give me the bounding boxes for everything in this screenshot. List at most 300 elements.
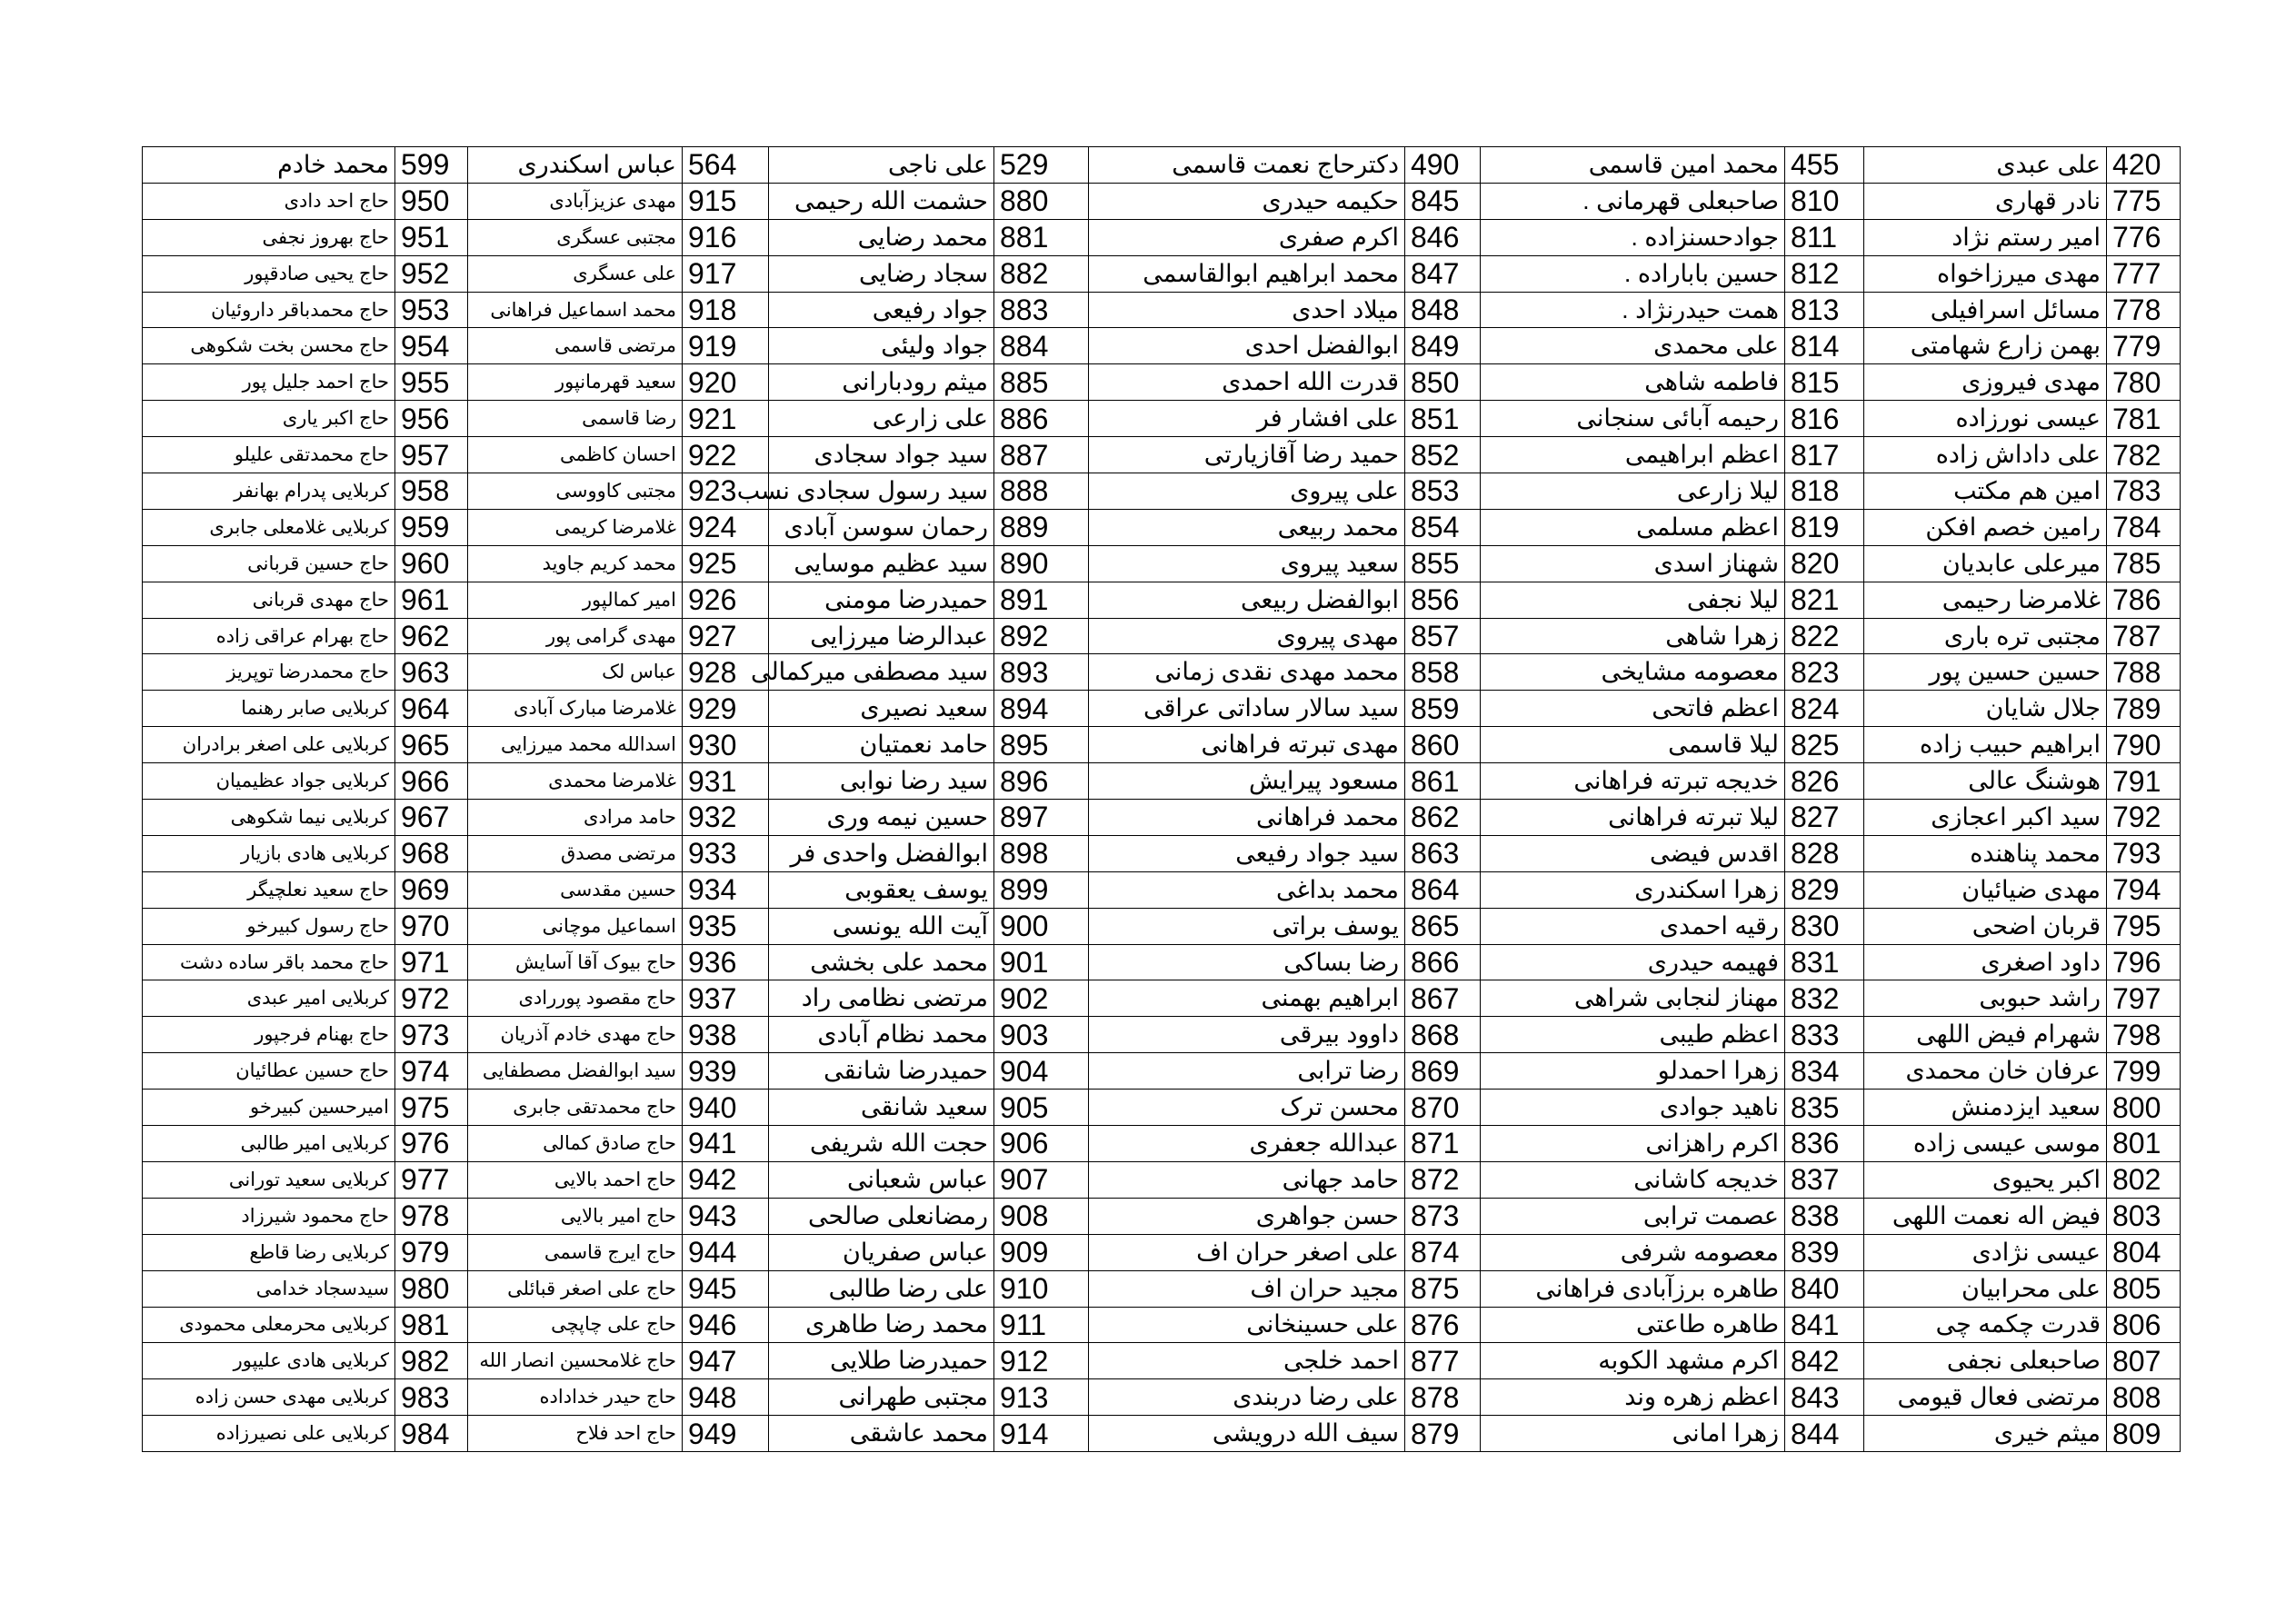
row-number-cell: 788 [2107, 654, 2181, 691]
row-number-cell: 876 [1405, 1307, 1481, 1343]
person-name-cell: میثم رودبارانی [769, 364, 994, 401]
person-name-cell: حامد جهانی [1089, 1161, 1405, 1198]
person-name-cell: کربلایی غلامعلی جابری [143, 509, 395, 545]
row-number-cell: 893 [994, 654, 1089, 691]
row-number-cell: 847 [1405, 255, 1481, 292]
person-name-cell: داوود بیرقی [1089, 1017, 1405, 1053]
person-name-cell: غلامرضا مبارک آبادی [468, 691, 683, 727]
row-number-cell: 935 [683, 908, 769, 944]
row-number-cell: 887 [994, 437, 1089, 473]
person-name-cell: حاج غلامحسین انصار الله [468, 1343, 683, 1379]
row-number-cell: 896 [994, 763, 1089, 800]
person-name-cell: مهدی عزیزآبادی [468, 183, 683, 219]
row-number-cell: 842 [1785, 1343, 1864, 1379]
person-name-cell: مجید حران اف [1089, 1270, 1405, 1307]
table-row [143, 1017, 2181, 1053]
person-name-cell: میرعلی عابدیان [1864, 545, 2107, 582]
person-name-cell: عباس اسکندری [468, 147, 683, 184]
row-number-cell: 881 [994, 219, 1089, 255]
person-name-cell: حسین حسین پور [1864, 654, 2107, 691]
person-name-cell: کربلایی نیما شکوهی [143, 800, 395, 836]
row-number-cell: 905 [994, 1090, 1089, 1126]
person-name-cell: سعید پیروی [1089, 545, 1405, 582]
person-name-cell: یوسف براتی [1089, 908, 1405, 944]
person-name-cell: رحیمه آبائی سنجانی [1481, 401, 1785, 437]
person-name-cell: بهمن زارع شهامتی [1864, 328, 2107, 364]
person-name-cell: محسن ترک [1089, 1090, 1405, 1126]
person-name-cell: قدرت الله احمدی [1089, 364, 1405, 401]
row-number-cell: 978 [395, 1198, 468, 1234]
row-number-cell: 827 [1785, 800, 1864, 836]
person-name-cell: سید جواد سجادی [769, 437, 994, 473]
table-row [143, 908, 2181, 944]
person-name-cell: صاحبعلی قهرمانی . [1481, 183, 1785, 219]
person-name-cell: لیلا زارعی [1481, 473, 1785, 510]
row-number-cell: 884 [994, 328, 1089, 364]
person-name-cell: لیلا قاسمی [1481, 727, 1785, 763]
row-number-cell: 784 [2107, 509, 2181, 545]
table-row [143, 545, 2181, 582]
person-name-cell: معصومه مشایخی [1481, 654, 1785, 691]
row-number-cell: 825 [1785, 727, 1864, 763]
row-number-cell: 913 [994, 1379, 1089, 1416]
person-name-cell: جواد رفیعی [769, 292, 994, 328]
person-name-cell: حسین نیمه وری [769, 800, 994, 836]
row-number-cell: 973 [395, 1017, 468, 1053]
person-name-cell: رحمان سوسن آبادی [769, 509, 994, 545]
person-name-cell: حاج محسن بخت شکوهی [143, 328, 395, 364]
person-name-cell: سعید ایزدمنش [1864, 1090, 2107, 1126]
row-number-cell: 931 [683, 763, 769, 800]
row-number-cell: 891 [994, 582, 1089, 618]
person-name-cell: حاج محمود شیرزاد [143, 1198, 395, 1234]
row-number-cell: 850 [1405, 364, 1481, 401]
person-name-cell: مجتبی تره باری [1864, 618, 2107, 654]
person-name-cell: هوشنگ عالی [1864, 763, 2107, 800]
row-number-cell: 912 [994, 1343, 1089, 1379]
row-number-cell: 833 [1785, 1017, 1864, 1053]
row-number-cell: 868 [1405, 1017, 1481, 1053]
row-number-cell: 851 [1405, 401, 1481, 437]
person-name-cell: اکرم راهزانی [1481, 1126, 1785, 1162]
row-number-cell: 927 [683, 618, 769, 654]
row-number-cell: 791 [2107, 763, 2181, 800]
row-number-cell: 954 [395, 328, 468, 364]
person-name-cell: حاج بهروز نجفی [143, 219, 395, 255]
table-body [143, 147, 2181, 1452]
row-number-cell: 959 [395, 509, 468, 545]
row-number-cell: 950 [395, 183, 468, 219]
row-number-cell: 776 [2107, 219, 2181, 255]
person-name-cell: امیرحسین کبیرخو [143, 1090, 395, 1126]
person-name-cell: احمد خلجی [1089, 1343, 1405, 1379]
person-name-cell: اعظم طیبی [1481, 1017, 1785, 1053]
person-name-cell: مرتضی نظامی راد [769, 980, 994, 1017]
person-name-cell: لیلا نجفی [1481, 582, 1785, 618]
person-name-cell: صاحبعلی نجفی [1864, 1343, 2107, 1379]
person-name-cell: کربلایی صابر رهنما [143, 691, 395, 727]
person-name-cell: حسن جواهری [1089, 1198, 1405, 1234]
person-name-cell: نادر قهاری [1864, 183, 2107, 219]
person-name-cell: علی اصغر حران اف [1089, 1234, 1405, 1270]
person-name-cell: اعظم زهره وند [1481, 1379, 1785, 1416]
person-name-cell: کربلایی هادی علیپور [143, 1343, 395, 1379]
person-name-cell: سعید نصیری [769, 691, 994, 727]
row-number-cell: 941 [683, 1126, 769, 1162]
person-name-cell: زهرا امانی [1481, 1416, 1785, 1452]
row-number-cell: 946 [683, 1307, 769, 1343]
table-row [143, 147, 2181, 184]
row-number-cell: 980 [395, 1270, 468, 1307]
person-name-cell: شهناز اسدی [1481, 545, 1785, 582]
person-name-cell: ابوالفضل ربیعی [1089, 582, 1405, 618]
row-number-cell: 796 [2107, 944, 2181, 980]
person-name-cell: موسی عیسی زاده [1864, 1126, 2107, 1162]
row-number-cell: 914 [994, 1416, 1089, 1452]
row-number-cell: 832 [1785, 980, 1864, 1017]
person-name-cell: حامد مرادی [468, 800, 683, 836]
row-number-cell: 786 [2107, 582, 2181, 618]
person-name-cell: حکیمه حیدری [1089, 183, 1405, 219]
row-number-cell: 821 [1785, 582, 1864, 618]
person-name-cell: غلامرضا کریمی [468, 509, 683, 545]
row-number-cell: 968 [395, 835, 468, 871]
row-number-cell: 855 [1405, 545, 1481, 582]
person-name-cell: سجاد رضایی [769, 255, 994, 292]
row-number-cell: 794 [2107, 871, 2181, 908]
person-name-cell: احسان کاظمی [468, 437, 683, 473]
row-number-cell: 878 [1405, 1379, 1481, 1416]
person-name-cell: اکرم مشهد الکوبه [1481, 1343, 1785, 1379]
person-name-cell: حمیدرضا طلایی [769, 1343, 994, 1379]
person-name-cell: حسین مقدسی [468, 871, 683, 908]
table-row [143, 800, 2181, 836]
row-number-cell: 929 [683, 691, 769, 727]
row-number-cell: 814 [1785, 328, 1864, 364]
row-number-cell: 803 [2107, 1198, 2181, 1234]
row-number-cell: 895 [994, 727, 1089, 763]
person-name-cell: مجتبی کاووسی [468, 473, 683, 510]
row-number-cell: 877 [1405, 1343, 1481, 1379]
person-name-cell: سیدسجاد خدامی [143, 1270, 395, 1307]
person-name-cell: سعید قهرمانپور [468, 364, 683, 401]
person-name-cell: حاج حسین عطائیان [143, 1053, 395, 1090]
row-number-cell: 911 [994, 1307, 1089, 1343]
table-row [143, 1090, 2181, 1126]
person-name-cell: رامین خصم افکن [1864, 509, 2107, 545]
person-name-cell: قدرت چکمه چی [1864, 1307, 2107, 1343]
person-name-cell: کربلایی محرمعلی محمودی [143, 1307, 395, 1343]
person-name-cell: حاج بهنام فرجپور [143, 1017, 395, 1053]
row-number-cell: 816 [1785, 401, 1864, 437]
row-number-cell: 810 [1785, 183, 1864, 219]
person-name-cell: کربلایی رضا قاطع [143, 1234, 395, 1270]
row-number-cell: 921 [683, 401, 769, 437]
row-number-cell: 812 [1785, 255, 1864, 292]
table-row [143, 292, 2181, 328]
row-number-cell: 858 [1405, 654, 1481, 691]
person-name-cell: محمد خادم [143, 147, 395, 184]
row-number-cell: 919 [683, 328, 769, 364]
row-number-cell: 885 [994, 364, 1089, 401]
person-name-cell: سید عظیم موسایی [769, 545, 994, 582]
table-row [143, 1416, 2181, 1452]
row-number-cell: 875 [1405, 1270, 1481, 1307]
row-number-cell: 870 [1405, 1090, 1481, 1126]
person-name-cell: محمد مهدی نقدی زمانی [1089, 654, 1405, 691]
person-name-cell: حاج محمدتقی جابری [468, 1090, 683, 1126]
row-number-cell: 813 [1785, 292, 1864, 328]
table-row [143, 871, 2181, 908]
row-number-cell: 853 [1405, 473, 1481, 510]
person-name-cell: عباس شعبانی [769, 1161, 994, 1198]
row-number-cell: 977 [395, 1161, 468, 1198]
row-number-cell: 945 [683, 1270, 769, 1307]
row-number-cell: 792 [2107, 800, 2181, 836]
person-name-cell: مهدی تبرته فراهانی [1089, 727, 1405, 763]
person-name-cell: حمیدرضا مومنی [769, 582, 994, 618]
person-name-cell: حاج علی چاپچی [468, 1307, 683, 1343]
person-name-cell: مجتبی طهرانی [769, 1379, 994, 1416]
row-number-cell: 831 [1785, 944, 1864, 980]
person-name-cell: مهناز لنجابی شراهی [1481, 980, 1785, 1017]
row-number-cell: 948 [683, 1379, 769, 1416]
table-row [143, 727, 2181, 763]
table-row [143, 654, 2181, 691]
row-number-cell: 898 [994, 835, 1089, 871]
row-number-cell: 529 [994, 147, 1089, 184]
row-number-cell: 824 [1785, 691, 1864, 727]
row-number-cell: 845 [1405, 183, 1481, 219]
person-name-cell: محمد رضا طاهری [769, 1307, 994, 1343]
person-name-cell: حاج بهرام عراقی زاده [143, 618, 395, 654]
person-name-cell: امیر کمالپور [468, 582, 683, 618]
row-number-cell: 799 [2107, 1053, 2181, 1090]
person-name-cell: علی رضا دربندی [1089, 1379, 1405, 1416]
person-name-cell: عرفان خان محمدی [1864, 1053, 2107, 1090]
person-name-cell: سیف الله درویشی [1089, 1416, 1405, 1452]
person-name-cell: زهرا احمدلو [1481, 1053, 1785, 1090]
row-number-cell: 894 [994, 691, 1089, 727]
row-number-cell: 856 [1405, 582, 1481, 618]
table-row [143, 582, 2181, 618]
person-name-cell: حاج مهدی خادم آذریان [468, 1017, 683, 1053]
person-name-cell: حاج محمدتقی علیلو [143, 437, 395, 473]
table-row [143, 1198, 2181, 1234]
row-number-cell: 934 [683, 871, 769, 908]
person-name-cell: داود اصغری [1864, 944, 2107, 980]
person-name-cell: محمد عاشقی [769, 1416, 994, 1452]
table-row [143, 364, 2181, 401]
person-name-cell: یوسف یعقوبی [769, 871, 994, 908]
row-number-cell: 864 [1405, 871, 1481, 908]
row-number-cell: 834 [1785, 1053, 1864, 1090]
person-name-cell: غلامرضا رحیمی [1864, 582, 2107, 618]
row-number-cell: 917 [683, 255, 769, 292]
person-name-cell: کربلایی پدرام بهانفر [143, 473, 395, 510]
person-name-cell: ناهید جوادی [1481, 1090, 1785, 1126]
row-number-cell: 957 [395, 437, 468, 473]
person-name-cell: محمد اسماعیل فراهانی [468, 292, 683, 328]
table-row [143, 328, 2181, 364]
row-number-cell: 982 [395, 1343, 468, 1379]
row-number-cell: 871 [1405, 1126, 1481, 1162]
person-name-cell: رضا بساکی [1089, 944, 1405, 980]
row-number-cell: 961 [395, 582, 468, 618]
person-name-cell: کربلایی علی اصغر برادران [143, 727, 395, 763]
row-number-cell: 797 [2107, 980, 2181, 1017]
person-name-cell: محمد علی بخشی [769, 944, 994, 980]
person-name-cell: اعظم ابراهیمی [1481, 437, 1785, 473]
row-number-cell: 908 [994, 1198, 1089, 1234]
person-name-cell: اکرم صفری [1089, 219, 1405, 255]
row-number-cell: 918 [683, 292, 769, 328]
row-number-cell: 879 [1405, 1416, 1481, 1452]
row-number-cell: 820 [1785, 545, 1864, 582]
row-number-cell: 867 [1405, 980, 1481, 1017]
person-name-cell: حاج مقصود پوررادی [468, 980, 683, 1017]
row-number-cell: 936 [683, 944, 769, 980]
row-number-cell: 976 [395, 1126, 468, 1162]
table-row [143, 1343, 2181, 1379]
row-number-cell: 860 [1405, 727, 1481, 763]
row-number-cell: 789 [2107, 691, 2181, 727]
table-row [143, 183, 2181, 219]
table-row [143, 1379, 2181, 1416]
person-name-cell: همت حیدرنژاد . [1481, 292, 1785, 328]
person-name-cell: حاج مهدی قربانی [143, 582, 395, 618]
row-number-cell: 857 [1405, 618, 1481, 654]
person-name-cell: حمیدرضا شانقی [769, 1053, 994, 1090]
row-number-cell: 933 [683, 835, 769, 871]
row-number-cell: 564 [683, 147, 769, 184]
row-number-cell: 817 [1785, 437, 1864, 473]
person-name-cell: علی ناجی [769, 147, 994, 184]
person-name-cell: سید سالار ساداتی عراقی [1089, 691, 1405, 727]
row-number-cell: 951 [395, 219, 468, 255]
row-number-cell: 984 [395, 1416, 468, 1452]
row-number-cell: 944 [683, 1234, 769, 1270]
person-name-cell: رقیه احمدی [1481, 908, 1785, 944]
row-number-cell: 932 [683, 800, 769, 836]
row-number-cell: 783 [2107, 473, 2181, 510]
row-number-cell: 949 [683, 1416, 769, 1452]
person-name-cell: رمضانعلی صالحی [769, 1198, 994, 1234]
row-number-cell: 848 [1405, 292, 1481, 328]
row-number-cell: 969 [395, 871, 468, 908]
person-name-cell: دکترحاج نعمت قاسمی [1089, 147, 1405, 184]
person-name-cell: امیر رستم نژاد [1864, 219, 2107, 255]
row-number-cell: 781 [2107, 401, 2181, 437]
row-number-cell: 849 [1405, 328, 1481, 364]
row-number-cell: 947 [683, 1343, 769, 1379]
person-name-cell: ابراهیم بهمنی [1089, 980, 1405, 1017]
row-number-cell: 844 [1785, 1416, 1864, 1452]
row-number-cell: 940 [683, 1090, 769, 1126]
row-number-cell: 981 [395, 1307, 468, 1343]
person-name-cell: علی حسینخانی [1089, 1307, 1405, 1343]
table-row [143, 618, 2181, 654]
row-number-cell: 972 [395, 980, 468, 1017]
person-name-cell: راشد حبوبی [1864, 980, 2107, 1017]
row-number-cell: 872 [1405, 1161, 1481, 1198]
person-name-cell: کربلایی امیر عبدی [143, 980, 395, 1017]
person-name-cell: اعظم فاتحی [1481, 691, 1785, 727]
row-number-cell: 958 [395, 473, 468, 510]
person-name-cell: سید ابوالفضل مصطفایی [468, 1053, 683, 1090]
person-name-cell: حمید رضا آقازیارتی [1089, 437, 1405, 473]
person-name-cell: غلامرضا محمدی [468, 763, 683, 800]
person-name-cell: جوادحسنزاده . [1481, 219, 1785, 255]
row-number-cell: 970 [395, 908, 468, 944]
row-number-cell: 841 [1785, 1307, 1864, 1343]
person-name-cell: خدیجه کاشانی [1481, 1161, 1785, 1198]
table-row [143, 980, 2181, 1017]
row-number-cell: 826 [1785, 763, 1864, 800]
person-name-cell: مهدی پیروی [1089, 618, 1405, 654]
person-name-cell: مرتضی فعال قیومی [1864, 1379, 2107, 1416]
person-name-cell: مسائل اسرافیلی [1864, 292, 2107, 328]
row-number-cell: 942 [683, 1161, 769, 1198]
person-name-cell: آیت الله یونسی [769, 908, 994, 944]
table-row [143, 1161, 2181, 1198]
person-name-cell: سید رسول سجادی نسب [769, 473, 994, 510]
row-number-cell: 838 [1785, 1198, 1864, 1234]
person-name-cell: علی عبدی [1864, 147, 2107, 184]
table-row [143, 835, 2181, 871]
table-row [143, 255, 2181, 292]
row-number-cell: 806 [2107, 1307, 2181, 1343]
person-name-cell: حاج یحیی صادقپور [143, 255, 395, 292]
person-name-cell: محمد ابراهیم ابوالقاسمی [1089, 255, 1405, 292]
row-number-cell: 904 [994, 1053, 1089, 1090]
person-name-cell: حاج محمدباقر داروئیان [143, 292, 395, 328]
row-number-cell: 923 [683, 473, 769, 510]
row-number-cell: 960 [395, 545, 468, 582]
row-number-cell: 837 [1785, 1161, 1864, 1198]
person-name-cell: محمد امین قاسمی [1481, 147, 1785, 184]
person-name-cell: سید مصطفی میرکمالی [769, 654, 994, 691]
row-number-cell: 800 [2107, 1090, 2181, 1126]
row-number-cell: 793 [2107, 835, 2181, 871]
person-name-cell: اسدالله محمد میرزایی [468, 727, 683, 763]
person-name-cell: کربلایی علی نصیرزاده [143, 1416, 395, 1452]
row-number-cell: 880 [994, 183, 1089, 219]
person-name-cell: علی محرابیان [1864, 1270, 2107, 1307]
names-table [142, 146, 2181, 1452]
row-number-cell: 805 [2107, 1270, 2181, 1307]
person-name-cell: محمد ربیعی [1089, 509, 1405, 545]
row-number-cell: 420 [2107, 147, 2181, 184]
person-name-cell: محمد فراهانی [1089, 800, 1405, 836]
person-name-cell: طاهره برزآبادی فراهانی [1481, 1270, 1785, 1307]
table-row [143, 509, 2181, 545]
row-number-cell: 873 [1405, 1198, 1481, 1234]
table-row [143, 944, 2181, 980]
row-number-cell: 874 [1405, 1234, 1481, 1270]
person-name-cell: حاج حسین قربانی [143, 545, 395, 582]
row-number-cell: 925 [683, 545, 769, 582]
table-row [143, 1234, 2181, 1270]
row-number-cell: 840 [1785, 1270, 1864, 1307]
person-name-cell: حاج امیر بالایی [468, 1198, 683, 1234]
row-number-cell: 928 [683, 654, 769, 691]
row-number-cell: 900 [994, 908, 1089, 944]
table-row [143, 1053, 2181, 1090]
row-number-cell: 956 [395, 401, 468, 437]
row-number-cell: 819 [1785, 509, 1864, 545]
row-number-cell: 915 [683, 183, 769, 219]
